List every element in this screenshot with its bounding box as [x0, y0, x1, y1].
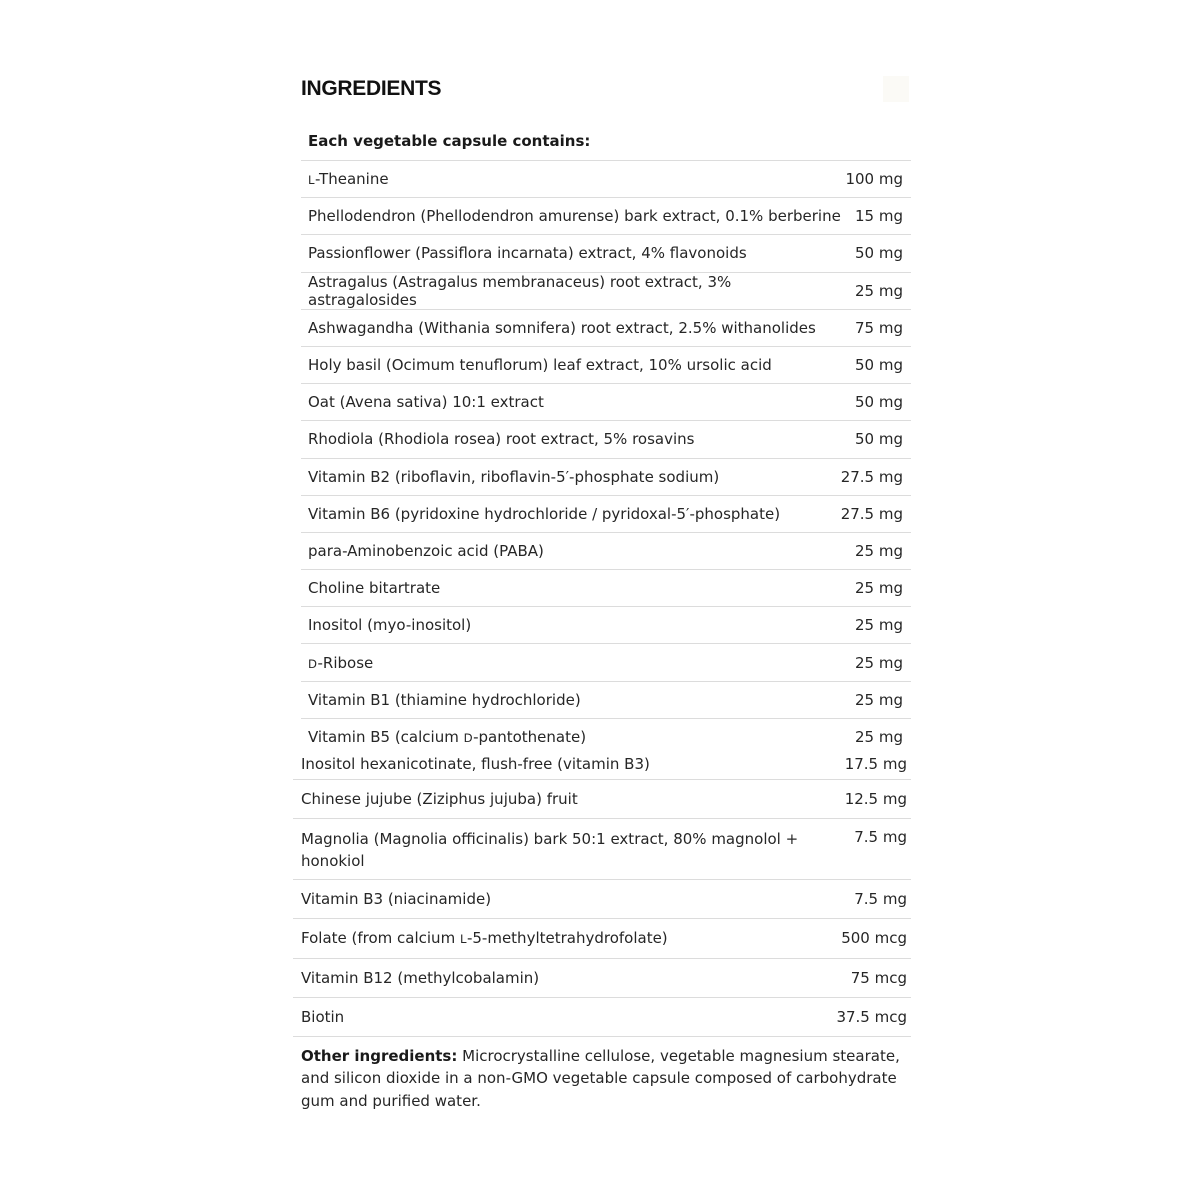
- ingredient-amount: 500 mcg: [841, 929, 907, 948]
- ingredient-name: Vitamin B3 (niacinamide): [301, 890, 492, 909]
- other-ingredients-text: Microcrystalline cellulose, vegetable magnesium stearate, and silicon dioxide in a non-GMO vegetable capsule composed of carbohydrate gum and purified water.: [301, 1046, 900, 1110]
- ingredient-name: Vitamin B1 (thiamine hydrochloride): [308, 690, 581, 709]
- ingredient-amount: 25 mg: [855, 616, 903, 635]
- ingredient-name: Vitamin B2 (riboflavin, riboflavin-5′-phosphate sodium): [308, 467, 720, 486]
- ingredient-amount: 25 mg: [855, 727, 903, 746]
- ingredient-name: Biotin: [301, 1007, 345, 1026]
- table-end-divider: [293, 1036, 911, 1037]
- ingredient-amount: 27.5 mg: [840, 467, 903, 486]
- ingredient-name-rest: -Theanine: [315, 170, 389, 189]
- ingredient-name-start: Vitamin B5 (calcium: [308, 727, 464, 746]
- table-row: [301, 383, 911, 420]
- ingredient-name: Inositol (myo-inositol): [308, 616, 472, 635]
- ingredient-amount: 25 mg: [855, 690, 903, 709]
- ingredient-amount: 50 mg: [855, 430, 903, 449]
- section-title: INGREDIENTS: [301, 77, 442, 100]
- small-caps-prefix: L: [308, 173, 316, 188]
- table-row: [301, 643, 911, 680]
- table-row: [293, 818, 911, 879]
- small-caps-prefix: D: [308, 656, 318, 671]
- ingredient-amount: 37.5 mcg: [836, 1007, 907, 1026]
- table-row: [293, 958, 911, 997]
- table-row: [301, 346, 911, 383]
- ingredient-amount: 25 mg: [855, 579, 903, 598]
- ingredient-amount: 75 mg: [855, 318, 903, 337]
- table-row: [301, 160, 911, 197]
- intro-text: Each vegetable capsule contains:: [308, 132, 591, 150]
- ingredient-amount: 17.5 mg: [844, 755, 907, 773]
- table-row: [301, 606, 911, 643]
- ingredient-name: para-Aminobenzoic acid (PABA): [308, 541, 544, 560]
- table-row: [301, 197, 911, 234]
- ingredient-name: [301, 929, 829, 947]
- table-row: [293, 755, 911, 779]
- ingredient-amount: 25 mg: [855, 281, 903, 300]
- color-swatch: [883, 76, 909, 102]
- ingredient-name: Rhodiola (Rhodiola rosea) root extract, 5% rosavins: [308, 430, 695, 449]
- ingredient-name: Inositol hexanicotinate, flush-free (vitamin B3): [301, 755, 650, 773]
- ingredient-name-start: Folate (from calcium: [301, 929, 460, 948]
- ingredient-name: [308, 170, 833, 188]
- small-caps-prefix: D: [463, 730, 474, 745]
- table-row: [301, 309, 911, 346]
- table-row: [301, 420, 911, 457]
- ingredient-amount: 15 mg: [855, 207, 903, 226]
- ingredients-panel: [301, 76, 911, 1112]
- ingredient-name: Vitamin B6 (pyridoxine hydrochloride / pyridoxal-5′-phosphate): [308, 504, 781, 523]
- ingredient-amount: 25 mg: [855, 653, 903, 672]
- other-ingredients-label: Other ingredients:: [301, 1046, 458, 1065]
- ingredient-amount: 27.5 mg: [840, 504, 903, 523]
- ingredient-name: Choline bitartrate: [308, 579, 441, 598]
- ingredient-name: Chinese jujube (Ziziphus jujuba) fruit: [301, 790, 578, 809]
- ingredient-amount: 25 mg: [855, 541, 903, 560]
- ingredient-table: [301, 160, 911, 755]
- table-row: [293, 879, 911, 918]
- table-row: [301, 234, 911, 271]
- ingredient-name: Holy basil (Ocimum tenuflorum) leaf extract, 10% ursolic acid: [308, 356, 772, 375]
- ingredient-name: Ashwagandha (Withania somnifera) root extract, 2.5% withanolides: [308, 318, 816, 337]
- ingredient-amount: 12.5 mg: [844, 790, 907, 809]
- ingredient-amount: 50 mg: [855, 244, 903, 263]
- table-row: [301, 569, 911, 606]
- table-row: [293, 997, 911, 1036]
- ingredient-amount: 7.5 mg: [854, 828, 907, 847]
- ingredient-name-rest: -Ribose: [317, 653, 374, 672]
- ingredient-name: Oat (Avena sativa) 10:1 extract: [308, 393, 544, 412]
- ingredient-name: [308, 654, 843, 672]
- small-caps-prefix: L: [459, 932, 467, 947]
- ingredient-amount: 50 mg: [855, 393, 903, 412]
- table-row: [301, 272, 911, 309]
- ingredient-amount: 50 mg: [855, 356, 903, 375]
- other-ingredients: [301, 1045, 901, 1113]
- ingredient-name: Astragalus (Astragalus membranaceus) root extract, 3% astragalosides: [308, 272, 732, 309]
- table-row: [301, 495, 911, 532]
- table-row: [301, 458, 911, 495]
- ingredient-amount: 100 mg: [845, 170, 903, 189]
- table-row: [301, 718, 911, 755]
- table-row: [293, 779, 911, 818]
- ingredient-name-rest: -pantothenate): [473, 727, 587, 746]
- ingredient-name: Passionflower (Passiflora incarnata) extract, 4% flavonoids: [308, 244, 747, 263]
- table-row: [301, 681, 911, 718]
- ingredient-name: Phellodendron (Phellodendron amurense) bark extract, 0.1% berberine: [308, 207, 841, 226]
- ingredient-name: Magnolia (Magnolia officinalis) bark 50:1 extract, 80% magnolol + honokiol: [301, 830, 799, 871]
- ingredient-amount: 75 mcg: [850, 968, 907, 987]
- table-row: [301, 532, 911, 569]
- ingredient-table-continued: [293, 755, 911, 1037]
- ingredient-name: [308, 728, 843, 746]
- ingredient-name-rest: -5-methyltetrahydrofolate): [466, 929, 668, 948]
- ingredient-name: Vitamin B12 (methylcobalamin): [301, 968, 540, 987]
- table-row: [293, 918, 911, 957]
- ingredient-amount: 7.5 mg: [854, 890, 907, 909]
